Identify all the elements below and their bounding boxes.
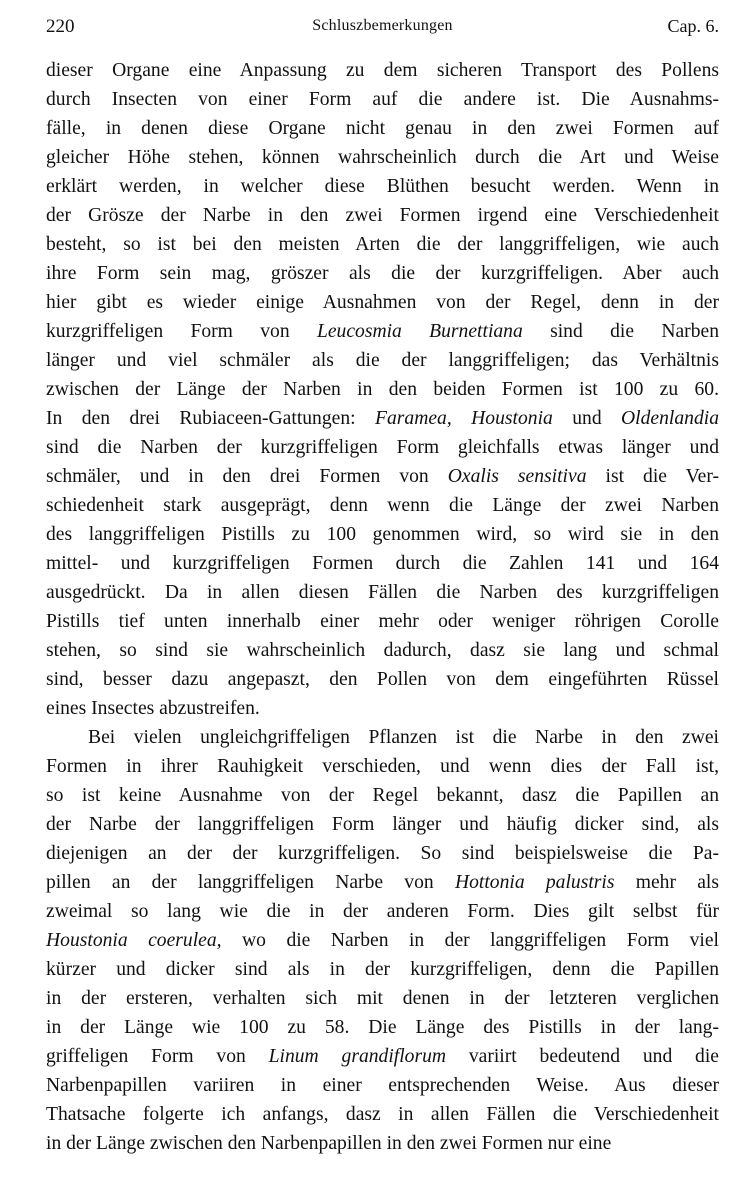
text-segment: kurzgriffeligen Form von [46, 321, 317, 342]
paragraph [46, 723, 719, 1158]
italic-term: Houstonia coerulea, [46, 930, 222, 951]
text-line: sind die Narben der kurzgriffeligen Form gleichfalls etwas länger und [46, 437, 719, 458]
text-line: mittel- und kurzgriffeligen Formen durch die Zahlen 141 und 164 [46, 553, 719, 574]
text-line [46, 1042, 719, 1071]
page-number: 220 [46, 16, 75, 37]
text-line: so ist keine Ausnahme von der Regel bekannt, dasz die Papillen an [46, 785, 719, 806]
text-line: in der ersteren, verhalten sich mit denen in der letzteren verglichen [46, 988, 719, 1009]
text-line: Thatsache folgerte ich anfangs, dasz in allen Fällen die Verschiedenheit [46, 1104, 719, 1125]
text-line: Narbenpapillen variiren in einer entsprechenden Weise. Aus dieser [46, 1075, 719, 1096]
text-line: Formen in ihrer Rauhigkeit verschieden, und wenn dies der Fall ist, [46, 756, 719, 777]
text-line [46, 926, 719, 955]
italic-term: Linum grandiflorum [268, 1046, 447, 1067]
text-line: in der Länge zwischen den Narbenpapillen in den zwei Formen nur eine [46, 1133, 612, 1154]
text-line: zweimal so lang wie die in der anderen Form. Dies gilt selbst für [46, 901, 719, 922]
text-line: besteht, so ist bei den meisten Arten die der langgriffeligen, wie auch [46, 234, 719, 255]
text-line [46, 404, 719, 433]
text-line: der Narbe der langgriffeligen Form länger und häufig dicker sind, als [46, 814, 719, 835]
text-line: ausgedrückt. Da in allen diesen Fällen die Narben des kurzgriffeligen [46, 582, 719, 603]
text-segment: griffeligen Form von [46, 1046, 269, 1067]
text-segment: pillen an der langgriffeligen Narbe von [46, 872, 455, 893]
text-segment: mehr als [614, 872, 719, 893]
running-title: Schluszbemerkungen [312, 17, 453, 34]
text-line: dieser Organe eine Anpassung zu dem sicheren Transport des Pollens [46, 60, 719, 81]
text-line: hier gibt es wieder einige Ausnahmen von der Regel, denn in der [46, 292, 719, 313]
text-line: gleicher Höhe stehen, können wahrscheinlich durch die Art und Weise [46, 147, 719, 168]
text-line: diejenigen an der der kurzgriffeligen. So sind beispielsweise die Pa- [46, 843, 719, 864]
text-segment: schmäler, und in den drei Formen von [46, 466, 448, 487]
paragraph [46, 56, 719, 723]
text-line: Bei vielen ungleichgriffeligen Pflanzen ist die Narbe in den zwei [88, 727, 719, 748]
text-line: erklärt werden, in welcher diese Blüthen besucht werden. Wenn in [46, 176, 719, 197]
text-line: eines Insectes abzustreifen. [46, 698, 260, 719]
text-line [46, 868, 719, 897]
italic-term: Oldenlandia [621, 408, 719, 429]
text-line: durch Insecten von einer Form auf die andere ist. Die Ausnahms- [46, 89, 719, 110]
italic-term: Faramea, Houstonia [375, 408, 553, 429]
text-line: kürzer und dicker sind als in der kurzgriffeligen, denn die Papillen [46, 959, 719, 980]
italic-term: Oxalis sensitiva [447, 466, 587, 487]
page-header [46, 16, 719, 42]
body-text [46, 56, 719, 1158]
italic-term: Hottonia palustris [454, 872, 615, 893]
text-segment: sind die Narben [522, 321, 719, 342]
text-line: Pistills tief unten innerhalb einer mehr oder weniger röhrigen Corolle [46, 611, 719, 632]
text-segment: In den drei Rubiaceen-Gattungen: [46, 408, 376, 429]
text-line: zwischen der Länge der Narben in den beiden Formen ist 100 zu 60. [46, 379, 719, 400]
text-segment: ist die Ver- [586, 466, 720, 487]
text-line: fälle, in denen diese Organe nicht genau in den zwei Formen auf [46, 118, 719, 139]
text-line: sind, besser dazu angepaszt, den Pollen von dem eingeführten Rüssel [46, 669, 719, 690]
text-line: des langgriffeligen Pistills zu 100 genommen wird, so wird sie in den [46, 524, 719, 545]
text-line: der Grösze der Narbe in den zwei Formen irgend eine Verschiedenheit [46, 205, 719, 226]
text-line: länger und viel schmäler als die der langgriffeligen; das Verhältnis [46, 350, 719, 371]
text-line: schiedenheit stark ausgeprägt, denn wenn die Länge der zwei Narben [46, 495, 719, 516]
italic-term: Leucosmia Burnettiana [316, 321, 523, 342]
text-line: ihre Form sein mag, gröszer als die der kurzgriffeligen. Aber auch [46, 263, 719, 284]
text-segment: wo die Narben in der langgriffeligen Form viel [221, 930, 719, 951]
text-line: stehen, so sind sie wahrscheinlich dadurch, dasz sie lang und schmal [46, 640, 719, 661]
text-segment: und [552, 408, 622, 429]
text-line [46, 462, 719, 491]
text-line [46, 317, 719, 346]
text-line: in der Länge wie 100 zu 58. Die Länge des Pistills in der lang- [46, 1017, 719, 1038]
chapter-label: Cap. 6. [667, 16, 719, 36]
text-segment: variirt bedeutend und die [446, 1046, 719, 1067]
